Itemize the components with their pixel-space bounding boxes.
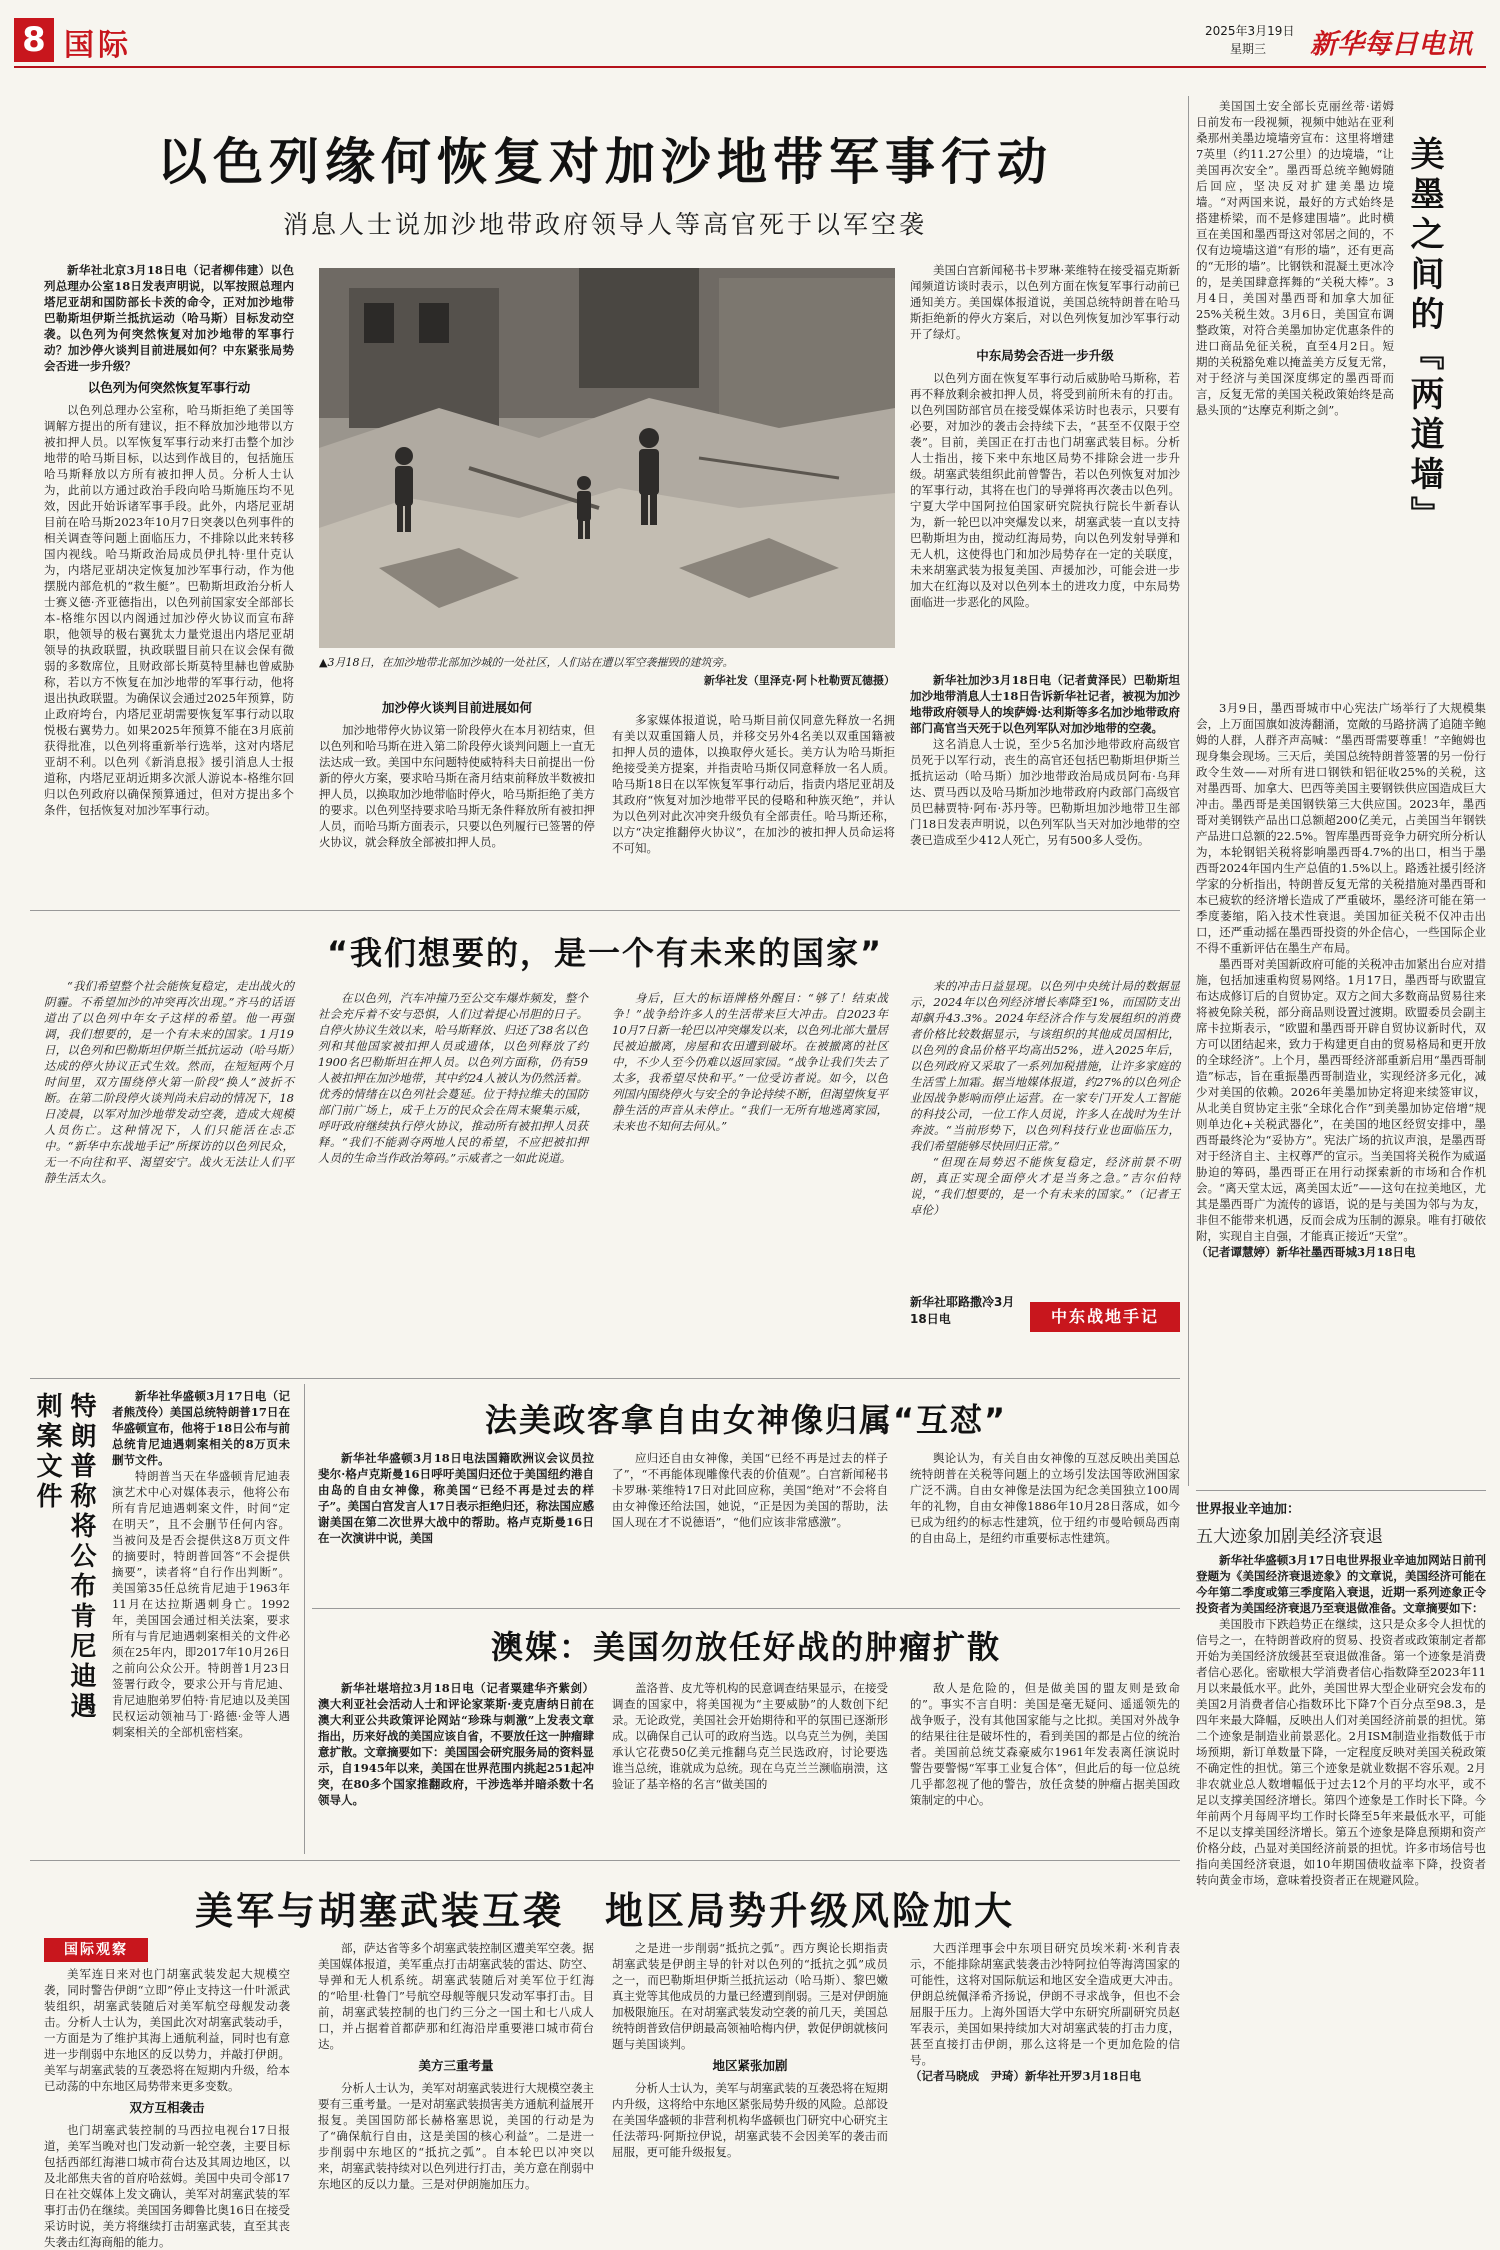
economy-section-label: 世界报业辛迪加：: [1196, 1502, 1301, 1517]
page-number-box: 8: [14, 18, 54, 62]
economy-title: 五大迹象加剧美经济衰退: [1196, 1527, 1383, 1547]
article2-col2: [318, 990, 588, 1370]
rubble-scene-illustration: [319, 268, 895, 648]
article4-title: 澳媒：美国勿放任好战的肿瘤扩散: [490, 1628, 1001, 1666]
divider-4: [312, 1608, 1180, 1609]
article4-body-2: 盖洛普、皮尤等机构的民意调查结果显示，在接受调查的国家中，将美国视为“主要威胁”的人数创下纪录。无论政党，美国社会开始期待和平的氛围已逐渐形成。以确保自己认可的政府当选。以乌克兰为例，美国承认它花费50亿美元推翻乌克兰民选政府，讨论要选谁当总统，谁就成为总统。现在乌克兰兰濒临崩溃，这验证了基辛格的名言“做美国的: [612, 1681, 888, 1791]
article1-col2: [319, 694, 595, 902]
us-mexico-col-b: [1196, 700, 1486, 1482]
article1-body-2: 加沙地带停火协议第一阶段停火在本月初结束，但以色列和哈马斯在进入第二阶段停火谈判问题上一直无法达成一致。美国中东问题特使威特科夫日前提出一份新的停火方案，要求哈马斯在斋月结束前释放半数被扣押人员，以换取加沙地带临时停火，哈马斯拒绝了美方的要求。以色列坚持要求哈马斯无条件释放所有被扣押人员，而哈马斯方面表示，只要以色列履行已签署的停火协议，就会释放全部被扣押人员。: [319, 723, 595, 849]
article1-sidebar-lead: 新华社加沙3月18日电（记者黄泽民）巴勒斯坦加沙地带消息人士18日告诉新华社记者，被视为加沙地带政府领导人的埃萨姆·达利斯等多名加沙地带政府部门高官当天死于以色列军队对加沙地带的空袭。: [910, 673, 1180, 735]
article5-body-2b: 分析人士认为，美军对胡塞武装进行大规模空袭主要有三重考量。一是对胡塞武装损害美方通航利益展开报复。美国国防部长赫格塞思说，美国的行动是为了“确保航行自由，这是美国的核心利益”。二是进一步削弱中东地区的“抵抗之弧”。自本轮巴以冲突以来，胡塞武装持续对以色列进行打击，美方意在削弱中东地区的反以力量。三是对伊朗施加压力。: [318, 2081, 594, 2191]
article5-col1: [44, 1966, 290, 2249]
divider-2: [30, 1378, 1180, 1379]
article4-body-3: 敌人是危险的，但是做美国的盟友则是致命的”。事实不言自明：美国是毫无疑问、遥遥领先的战争贩子，没有其他国家能与之比拟。美国对外战争的结果往往是破坏性的，看到美国的都是占位的统治者。美国前总统艾森豪威尔1961年发表离任演说时警告要警惕“军事工业复合体”，但此后的每一位总统几乎都忽视了他的警告，放任贪婪的肿瘤占据美国政策制定的中心。: [910, 1681, 1180, 1807]
article1-col5: [910, 672, 1180, 902]
article5-title: 美军与胡塞武装互袭 地区局势升级风险加大: [194, 1889, 1015, 1933]
article5-subhead-2: 美方三重考量: [418, 2058, 494, 2073]
trump-jfk-body: 特朗普当天在华盛顿肯尼迪表演艺术中心对媒体表示，他将公布所有肯尼迪遇刺案文件，时间“定在明天”，且不会删节任何内容。当被问及是否会提供这8万页文件的摘要时，特朗普回答“不会提供摘要”，读者将“自行作出判断”。美国第35任总统肯尼迪于1963年11月在达拉斯遇刺身亡。1992年，美国国会通过相关法案，要求所有与肯尼迪遇刺案相关的文件必须在25年内，即2017年10月26日之前向公众公开。特朗普1月23日签署行政令，要求公开与肯尼迪、肯尼迪胞弟罗伯特·肯尼迪以及美国民权运动领袖马丁·路德·金等人遇刺案相关的全部机密档案。: [112, 1469, 290, 1739]
article2-body-4: 来的冲击日益显现。以色列中央统计局的数据显示，2024年以色列经济增长率降至1%，而国防支出却飙升43.3%。2024年经济合作与发展组织的消费者价格比较数据显示，与该组织的其他成员国相比，以色列的食品价格平均高出52%，进入2025年后，以色列政府又采取了一系列加税措施，让许多家庭的生活雪上加霜。据当地媒体报道，约27%的以色列企业因战争影响而停止运营。在一家专门开发人工智能的科技公司，一位工作人员说，许多人在战时为生计奔波。“当前形势下，以色列科技行业也面临压力，我们希望能够尽快回归正常。”: [910, 979, 1180, 1153]
article4-col3: [910, 1680, 1180, 1850]
us-mexico-body-2: 3月9日，墨西哥城市中心宪法广场举行了大规模集会，上万面国旗如波涛翻涌，宽敞的马路挤满了追随辛鲍姆的人群，人群齐声高喊：“墨西哥需要尊重！”辛鲍姆也现身集会现场。三天后，美国总统特朗普签署的另一份行政令生效——对所有进口钢铁和铝征收25%的关税，这对墨西哥、加拿大、巴西等美国主要钢铁供应国造成巨大冲击。墨西哥是美国钢铁第三大供应国。2023年，墨西哥对美钢铁产品出口总额超200亿美元，占美国当年钢铁产品进口总额的22.5%。智库墨西哥竞争力研究所分析认为，本轮钢铝关税将影响墨西哥4.7%的出口，相当于墨西哥2024年国内生产总值的1.5%以上。路透社援引经济学家的分析指出，特朗普反复无常的关税措施对墨西哥和本已疲软的经济增长造成了严重破坏，墨经济可能在第一季度萎缩，陷入技术性衰退。美国加征关税不仅冲击出口，还严重动摇在墨西哥投资的外企信心，一些国际企业不得不重新评估在墨生产布局。: [1196, 701, 1486, 955]
issue-weekday: 星期三: [1230, 42, 1267, 56]
article3-col1: [318, 1450, 594, 1600]
article1-col4: [910, 262, 1180, 670]
article5-body-1: 美军连日来对也门胡塞武装发起大规模空袭，同时警告伊朗“立即”停止支持这一什叶派武装组织，胡塞武装随后对美军航空母舰发动袭击。分析人士认为，美国此次对胡塞武装动手，一方面是为了维护其海上通航利益，同时也有意进一步削弱中东地区的反以势力，并敲打伊朗。美军与胡塞武装的互袭恐将在短期内升级，给本已动荡的中东地区局势带来更多变数。: [44, 1967, 290, 2093]
us-mexico-title: 美墨之间的『两道墙』: [1404, 136, 1444, 536]
article4-col1: [318, 1680, 594, 1850]
sidebar-divider: [1188, 96, 1189, 1486]
article5-body-3a: 之是进一步削弱“抵抗之弧”。西方舆论长期指责胡塞武装是伊朗主导的针对以色列的“抵抗之弧”成员之一，而巴勒斯坦伊斯兰抵抗运动（哈马斯）、黎巴嫩真主党等其他成员的力量已经遭到削弱。三是对伊朗施加极限施压。在对胡塞武装发动空袭的前几天，美国总统特朗普致信伊朗最高领袖哈梅内伊，敦促伊朗就核问题与美国谈判。: [612, 1941, 888, 2051]
article1-body-4b: 以色列方面在恢复军事行动后威胁哈马斯称，若再不释放剩余被扣押人员，将受到前所未有的打击。以色列国防部官员在接受媒体采访时也表示，只要有必要，对加沙的袭击会持续下去，“甚至不仅限于空袭”。目前，美国正在打击也门胡塞武装目标。分析人士指出，接下来中东地区局势不排除会进一步升级。胡塞武装组织此前曾警告，若以色列恢复对加沙的军事行动，其将在也门的导弹将再次袭击以色列。宁夏大学中国阿拉伯国家研究院执行院长牛新春认为，新一轮巴以冲突爆发以来，胡塞武装一直以支持巴勒斯坦为由，搅动红海局势，向以色列发射导弹和无人机，这使得也门和加沙局势存在一定的关联度，未来胡塞武装为报复美国、声援加沙，可能会进一步加大在红海以及对以色列本土的进攻力度，中东局势面临进一步恶化的风险。: [910, 371, 1180, 609]
article5-body-4: 大西洋理事会中东项目研究员埃米莉·米利肯表示，不能排除胡塞武装袭击沙特阿拉伯等海湾国家的可能性，这将对国际航运和地区安全造成更大冲击。伊朗总统佩泽希齐扬说，伊朗不寻求战争，但也不会屈服于压力。上海外国语大学中东研究所副研究员赵军表示，美国如果持续加大对胡塞武装的打击力度，甚至直接打击伊朗，那么这将是一个更加危险的信号。: [910, 1941, 1180, 2067]
divider-5: [30, 1860, 1180, 1861]
article5-body-3b: 分析人士认为，美军与胡塞武装的互袭恐将在短期内升级，这将给中东地区紧张局势升级的风险。总部设在美国华盛顿的非营利机构华盛顿也门研究中心研究主任法蒂玛·阿斯拉伊说，胡塞武装不会因美军的袭击而屈服，更可能升级报复。: [612, 2081, 888, 2159]
article5-credit: （记者马晓成 尹琦）新华社开罗3月18日电: [910, 2069, 1142, 2083]
photo-caption-text: ▲3月18日，在加沙地带北部加沙城的一处社区，人们站在遭以军空袭摧毁的建筑旁。: [319, 656, 734, 669]
article1-lead: 新华社北京3月18日电（记者柳伟建）以色列总理办公室18日发表声明说，以军按照总理内塔尼亚胡和国防部长卡茨的命令，正对加沙地带巴勒斯坦伊斯兰抵抗运动（哈马斯）目标发动空袭。以色列为何突然恢复对加沙地带的军事行动？加沙停火谈判目前进展如何？中东紧张局势会否进一步升级？: [44, 263, 294, 373]
article2-col1: [44, 978, 294, 1370]
article2-body-3: 身后，巨大的标语牌格外醒目：“够了！结束战争！”战争给许多人的生活带来巨大冲击。自2023年10月7日新一轮巴以冲突爆发以来，以色列北部大量居民被迫撤离，房屋和农田遭到破坏。在被撤离的社区中，不少人至今仍难以返回家园。“战争让我们失去了太多，我希望尽快和平。”一位受访者说。如今，以色列国内围绕停火与安全的争论持续不断，但渴望恢复平静生活的声音从未停止。“我们一无所有地逃离家园，未来也不知何去何从。”: [612, 991, 888, 1133]
brand-logo: 新华每日电讯: [1310, 29, 1472, 60]
article5-col4: [910, 1940, 1180, 2166]
article3-body-2: 应归还自由女神像，美国“已经不再是过去的样子了”，“不再能体现雕像代表的价值观”。白宫新闻秘书卡罗琳·莱维特17日对此回应称，美国“绝对”不会将自由女神像还给法国，她说，“正是因为美国的帮助，法国人现在才不说德语”，“他们应该非常感激”。: [612, 1451, 888, 1529]
article2-body-1: “我们希望整个社会能恢复稳定，走出战火的阴霾。不希望加沙的冲突再次出现。”齐马的话语道出了以色列中年女子这样的希望。他一再强调，我们想要的，是一个有未来的国家。1月19日，以色列和巴勒斯坦伊斯兰抵抗运动（哈马斯）达成的停火协议正式生效。然而，在短短两个月时间里，双方围绕停火第一阶段“换人”波折不断。在第二阶段停火谈判尚未启动的情况下，18日凌晨，以军对加沙地带发动空袭，造成大规模人员伤亡。这种情况下，人们只能活在忐忑中。“新华中东战地手记”所探访的以色列民众，无一不向往和平、渴望安宁。战火无法让人们平静生活太久。: [44, 979, 294, 1185]
article1-subtitle: 消息人士说加沙地带政府领导人等高官死于以军空袭: [282, 210, 927, 239]
article2-col4: [910, 978, 1180, 1278]
us-mexico-col-a: [1196, 98, 1394, 696]
mideast-notes-badge: 中东战地手记: [1030, 1302, 1180, 1332]
article2-dateline: 新华社耶路撒冷3月18日电: [910, 1295, 1015, 1326]
us-mexico-body-3: 墨西哥对美国新政府可能的关税冲击加紧出台应对措施，包括加速重构贸易网络。1月17日，墨西哥与欧盟宣布达成修订后的自贸协定。双方之间大多数商品贸易往来将被免除关税，部分商品则设置过渡期。欧盟委员会副主席卡拉斯表示，“欧盟和墨西哥开辟自贸协议新时代，双方可以团结起来，致力于构建更自由的贸易格局和更开放的全球经济”。上个月，墨西哥经济部重新启用“墨西哥制造”标志，旨在重振墨西哥制造业，实现经济多元化，减少对美国的依赖。2026年美墨加协定将迎来续签审议，从北美自贸协定主张“全球化合作”到美墨加协定倍增“规则单边化+关税武器化”，在美国的地区经贸安排中，墨西哥最终沦为“妥协方”。宪法广场的抗议声浪，是墨西哥对于经济自主、主权尊严的宣示。当美国将关税作为威逼胁迫的筹码，墨西哥正在用行动探索新的市场和合作机会。“离天堂太远，离美国太近”——这句在拉美地区，尤其是墨西哥广为流传的谚语，说的是与美国为邻与为友，非但不能带来机遇，反而会成为压制的源泉。唯有打破依附，实现自主自强，才能真正接近“天堂”。: [1196, 957, 1486, 1243]
news-photo: [319, 268, 895, 648]
article1-body-4a: 美国白宫新闻秘书卡罗琳·莱维特在接受福克斯新闻频道访谈时表示，以色列方面在恢复军事行动前已通知美方。美国媒体报道说，美国总统特朗普在哈马斯拒绝新的停火方案后，对以色列恢复加沙军事行动开了绿灯。: [910, 263, 1180, 341]
photo-credit: 新华社发（里泽克·阿卜杜勒贾瓦德摄）: [703, 674, 895, 687]
article1-col3: [612, 712, 895, 902]
header-rule: [14, 66, 1486, 68]
article3-title: 法美政客拿自由女神像归属“互怼”: [484, 1401, 1008, 1439]
us-mexico-credit: （记者谭慧婷）新华社墨西哥城3月18日电: [1196, 1245, 1416, 1259]
article3-body-1: 新华社华盛顿3月18日电法国籍欧洲议会议员拉斐尔·格卢克斯曼16日呼吁美国归还位于美国纽约港自由岛的自由女神像，称美国“已经不再是过去的样子”。美国白宫发言人17日表示拒绝归还，称法国应感谢美国在第二次世界大战中的帮助。格卢克斯曼16日在一次演讲中说，美国: [318, 1451, 594, 1545]
article3-body-3: 舆论认为，有关自由女神像的互怼反映出美国总统特朗普在关税等问题上的立场引发法国等欧洲国家广泛不满。自由女神像是法国为纪念美国独立100周年的礼物，自由女神像1886年10月28日落成，如今已成为纽约的标志性建筑，位于纽约市曼哈顿岛西南的自由岛上，是纽约市重要标志性建筑。: [910, 1451, 1180, 1545]
article1-subhead-3: 中东局势会否进一步升级: [976, 348, 1114, 363]
section-name: 国际: [64, 28, 132, 63]
trump-jfk-col: [112, 1388, 290, 1858]
article3-col3: [910, 1450, 1180, 1600]
article5-subhead-3: 地区紧张加剧: [712, 2058, 788, 2073]
article1-body-1: 以色列总理办公室称，哈马斯拒绝了美国等调解方提出的所有建议，拒不释放加沙地带以方被扣押人员。以军恢复军事行动来打击整个加沙地带的哈马斯目标，以达到作战目的，包括施压哈马斯释放以方所有被扣押人员。分析人士认为，此前以方通过政治手段向哈马斯施压均不见效，因此开始诉诸军事手段。此外，内塔尼亚胡目前在哈马斯2023年10月7日突袭以色列事件的相关调查等问题上面临压力，不排除以此来转移国内视线。哈马斯政治局成员伊扎特·里什克认为，内塔尼亚胡决定恢复加沙军事行动，作为他摆脱内部危机的“救生艇”。巴勒斯坦政治分析人士赛义德·齐亚德指出，以色列前国家安全部部长本-格维尔因以内阁通过加沙停火协议而宣布辞职，他领导的极右翼犹太力量党退出内塔尼亚胡领导的执政联盟，执政联盟目前只在议会保有微弱的多数席位，且财政部长斯莫特里赫也曾威胁称，若以方不恢复在加沙地带的军事行动，他将退出执政联盟。为确保议会通过2025年预算，防止政府垮台，内塔尼亚胡需要恢复军事行动以取悦极右翼势力。如果2025年预算不能在3月底前获得批准，以色列将重新举行选举，这对内塔尼亚胡不利。以色列《新消息报》援引消息人士报道称，内塔尼亚胡近期多次派人游说本-格维尔回归以色列政府以确保预算通过，但对方提出多个条件，包括恢复对加沙军事行动。: [44, 403, 294, 817]
photo-caption: [319, 655, 895, 670]
article1-body-3: 多家媒体报道说，哈马斯目前仅同意先释放一名拥有美以双重国籍人员，并移交另外4名美以双重国籍被扣押人员的遗体，以换取停火延长。美方认为哈马斯拒绝接受美方提案，并指责哈马斯仅同意释放一名人质。哈马斯18日在以军恢复军事行动后，指责内塔尼亚胡及其政府“恢复对加沙地带平民的侵略和种族灭绝”，并认为以色列对此次冲突升级负有全部责任。哈马斯还称，以方“决定推翻停火协议”，在加沙的被扣押人员命运将不可知。: [612, 713, 895, 855]
trump-jfk-title: 特朗普称将公布肯尼迪遇刺案文件: [32, 1392, 96, 1722]
article5-body-1b: 也门胡塞武装控制的马西拉电视台17日报道，美军当晚对也门发动新一轮空袭，主要目标包括西部红海港口城市荷台达及其周边地区，以及北部焦夫省的首府哈兹姆。美国中央司令部17日在社交媒体上发文确认，美军对胡塞武装的军事打击仍在继续。美国国务卿鲁比奥16日在接受采访时说，美方将继续打击胡塞武装，直至其丧失袭击红海商船的能力。: [44, 2123, 290, 2249]
article2-body-2: 在以色列，汽车冲撞乃至公交车爆炸频发，整个社会充斥着不安与恐惧，人们过着提心吊胆的日子。自停火协议生效以来，哈马斯释放、归还了38名以色列和其他国家被扣押人员或遗体，以色列释放了约1900名巴勒斯坦在押人员。以色列方面称，仍有59人被扣押在加沙地带，其中约24人被认为仍然活着。优秀的情绪在以色列社会蔓延。位于特拉维夫的国防部门前广场上，成千上万的民众会在周末聚集示威，呼吁政府继续执行停火协议，推动所有被扣押人员获释。“我们不能剥夺两地人民的希望，不应把被扣押人员的生命当作政治筹码。”示威者之一如此说道。: [318, 991, 588, 1165]
article3-col2: [612, 1450, 888, 1600]
article1-subhead-1: 以色列为何突然恢复军事行动: [87, 380, 251, 395]
article5-col2: [318, 1940, 594, 2191]
article4-col2: [612, 1680, 888, 1850]
article1-subhead-2: 加沙停火谈判目前进展如何: [381, 700, 532, 715]
article2-body-5: “但现在局势迟不能恢复稳定，经济前景不明朗，真正实现全面停火才是当务之急。”吉尔伯特说，“我们想要的，是一个有未来的国家。”（记者王卓伦）: [910, 1155, 1180, 1217]
economy-body: 美国股市下跌趋势正在继续，这只是众多令人担忧的信号之一，在特朗普政府的贸易、投资者或政策制定者都开始为美国经济放缓甚至衰退做准备。第一个迹象是消费者信心恶化。密歇根大学消费者信心指数降至2023年11月以来最低水平。此外，美国世界大型企业研究会发布的美国2月消费者信心指数环比下降7个百分点至98.3，是四年来最大降幅，反映出人们对美国经济前景的担忧。第二个迹象是制造业前景恶化。2月ISM制造业指数低于市场预期，新订单数量下降，一定程度反映对美国关税政策不确定性的担忧。第三个迹象是就业数据不容乐观。2月非农就业总人数增幅低于过去12个月的平均水平，或不足以支撑美国经济增长。第四个迹象是工作时长下降。今年前两个月每周平均工作时长降至5年来最低水平，可能不足以支撑美国经济增长。第五个迹象是降息预期和资产价格分歧，凸显对美国经济前景的担忧。许多市场信号也指向美国经济衰退，如10年期国债收益率下降，投资者转向黄金市场，意味着投资者正在规避风险。: [1196, 1617, 1486, 1887]
article4-body-1: 新华社堪培拉3月18日电（记者粟建华齐紫剑）澳大利亚社会活动人士和评论家莱斯·麦克唐纳日前在澳大利亚公共政策评论网站“珍珠与刺激”上发表文章指出，历来好战的美国应该自省，不要放任这一肿瘤肆意扩散。文章摘要如下：美国国会研究服务局的资料显示，自1945年以来，美国在世界范围内挑起251起冲突，在80多个国家推翻政府，干涉选举并暗杀数十名领导人。: [318, 1681, 594, 1807]
intl-observation-tag: 国际观察: [44, 1938, 148, 1962]
economy-col: [1196, 1552, 1486, 2164]
issue-date: 2025年3月19日: [1205, 24, 1295, 38]
divider-3v: [304, 1384, 305, 1854]
divider-1: [30, 910, 1180, 911]
divider-6: [1196, 1490, 1486, 1491]
article5-subhead-1: 双方互相袭击: [129, 2100, 205, 2115]
article5-col3: [612, 1940, 888, 2166]
article5-body-2a: 部，萨达省等多个胡塞武装控制区遭美军空袭。据美国媒体报道，美军重点打击胡塞武装的雷达、防空、导弹和无人机系统。胡塞武装随后对美军位于红海的“哈里·杜鲁门”号航空母舰等舰只发动军事打击。目前，胡塞武装控制的也门约三分之一国土和七八成人口，并占据着首都萨那和红海沿岸重要港口城市荷台达。: [318, 1941, 594, 2051]
article1-sidebar-body: 这名消息人士说，至少5名加沙地带政府高级官员死于以军行动，丧生的高官还包括巴勒斯坦伊斯兰抵抗运动（哈马斯）加沙地带政治局成员阿布·乌拜达、贾马西以及哈马斯加沙地带政府内政部门高级官员巴赫贾特·阿布·苏丹等。巴勒斯坦加沙地带卫生部门18日发表声明说，以色列军队当天对加沙地带的空袭已造成至少412人死亡，另有500多人受伤。: [910, 737, 1180, 847]
article2-title: “我们想要的，是一个有未来的国家”: [326, 934, 884, 972]
article1-col1: [44, 262, 294, 902]
us-mexico-body-1: 美国国土安全部长克丽丝蒂·诺姆日前发布一段视频，视频中她站在亚利桑那州美墨边境墙旁宣布：这里将增建7英里（约11.27公里）的边境墙，“让美国再次安全”。墨西哥总统辛鲍姆随后回应，坚决反对扩建美墨边境墙。“对两国来说，最好的方式始终是搭建桥梁，而不是修建围墙”。此时横亘在美国和墨西哥这对邻居之间的，不仅有边境墙这道“有形的墙”，还有更高的“无形的墙”。比钢铁和混凝土更冰冷的，是美国肆意挥舞的“关税大棒”。3月4日，美国对墨西哥和加拿大加征25%关税生效。3月6日，美国宣布调整政策，对符合美墨加协定优惠条件的进口商品免征关税，直至4月2日。短期的关税豁免难以掩盖美方反复无常，对于经济与美国深度绑定的墨西哥而言，反复无常的美国关税政策始终是高悬头顶的“达摩克利斯之剑”。: [1196, 99, 1394, 417]
economy-lead: 新华社华盛顿3月17日电世界报业辛迪加网站日前刊登题为《美国经济衰退迹象》的文章说，美国经济可能在今年第二季度或第三季度陷入衰退，近期一系列迹象正令投资者为美国经济衰退乃至衰退做准备。文章摘要如下：: [1196, 1553, 1486, 1615]
article2-col3: [612, 990, 888, 1370]
article1-title: 以色列缘何恢复对加沙地带军事行动: [157, 133, 1053, 191]
trump-jfk-lead: 新华社华盛顿3月17日电（记者熊茂伶）美国总统特朗普17日在华盛顿宣布，他将于18日公布与前总统肯尼迪遇刺案相关的8万页未删节文件。: [112, 1389, 290, 1467]
